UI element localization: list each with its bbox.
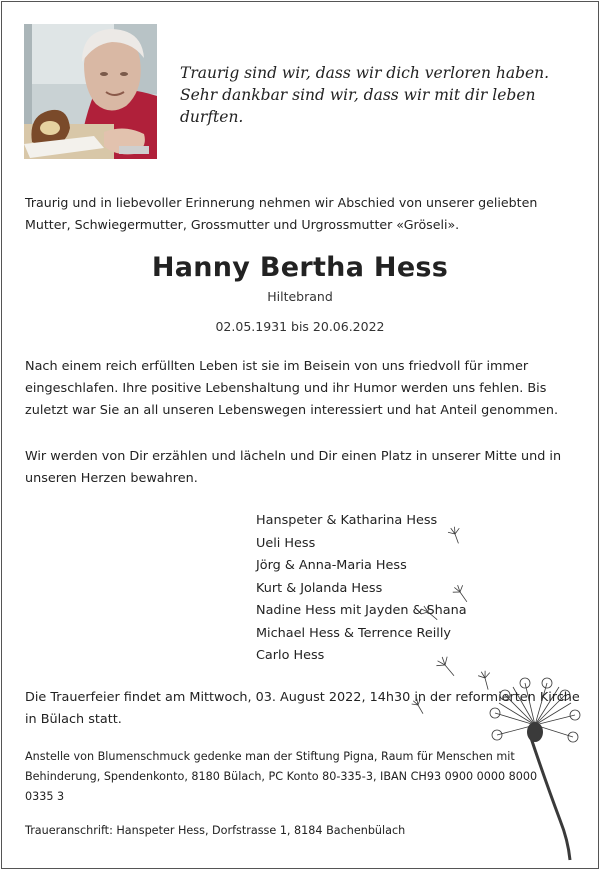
- portrait-photo: [24, 24, 157, 159]
- body-line: eingeschlafen. Ihre positive Lebenshaltung und ihr Humor werden uns fehlen. Bis: [25, 381, 547, 396]
- family-member: Ueli Hess: [256, 535, 316, 551]
- intro-text: [25, 192, 585, 236]
- family-member: Hanspeter & Katharina Hess: [256, 513, 438, 528]
- ceremony-info: [25, 687, 585, 731]
- mourning-address: Traueranschrift: Hanspeter Hess, Dorfstrasse 1, 8184 Bachenbülach: [25, 824, 406, 837]
- body-line: Nach einem reich erfüllten Leben ist sie im Beisein von uns friedvoll für immer: [25, 359, 529, 374]
- donation-line: Anstelle von Blumenschmuck gedenke man der Stiftung Pigna, Raum für Menschen mit: [25, 750, 515, 763]
- donation-info: [25, 747, 585, 807]
- family-member: Nadine Hess mit Jayden & Shana: [256, 603, 467, 618]
- family-member: Kurt & Jolanda Hess: [256, 580, 383, 596]
- family-list: [256, 510, 556, 668]
- ceremony-line: Die Trauerfeier findet am Mittwoch, 03. August 2022, 14h30 in der reformierten Kirche: [25, 690, 580, 705]
- family-member: Michael Hess & Terrence Reilly: [256, 625, 451, 641]
- body-line: unseren Herzen bewahren.: [25, 471, 198, 486]
- family-member: Carlo Hess: [256, 648, 325, 663]
- body-paragraph-1: [25, 356, 585, 422]
- deceased-name: Hanny Bertha Hess: [151, 252, 449, 283]
- intro-line: Mutter, Schwiegermutter, Grossmutter und Urgrossmutter «Gröseli».: [25, 217, 460, 232]
- ceremony-line: in Bülach statt.: [25, 712, 122, 727]
- family-member: Jörg & Anna-Maria Hess: [256, 558, 407, 573]
- body-line: zuletzt war Sie an all unseren Lebenswegen interessiert und hat Anteil genommen.: [25, 403, 559, 418]
- life-dates: 02.05.1931 bis 20.06.2022: [215, 319, 385, 334]
- motto-quote: [180, 62, 580, 128]
- donation-line: 0335 3: [25, 790, 65, 803]
- motto-line: Sehr dankbar sind wir, dass wir mit dir leben: [180, 86, 536, 104]
- body-line: Wir werden von Dir erzählen und lächeln und Dir einen Platz in unserer Mitte und in: [25, 449, 562, 464]
- body-paragraph-2: [25, 446, 585, 490]
- motto-line: durften.: [180, 108, 244, 126]
- portrait-image: [24, 24, 157, 159]
- donation-line: Behinderung, Spendenkonto, 8180 Bülach, PC Konto 80-335-3, IBAN CH93 0900 0000 8000: [25, 770, 538, 783]
- intro-line: Traurig und in liebevoller Erinnerung nehmen wir Abschied von unserer geliebten: [25, 195, 538, 210]
- maiden-name: Hiltebrand: [267, 289, 333, 304]
- motto-line: Traurig sind wir, dass wir dich verloren haben.: [180, 64, 550, 82]
